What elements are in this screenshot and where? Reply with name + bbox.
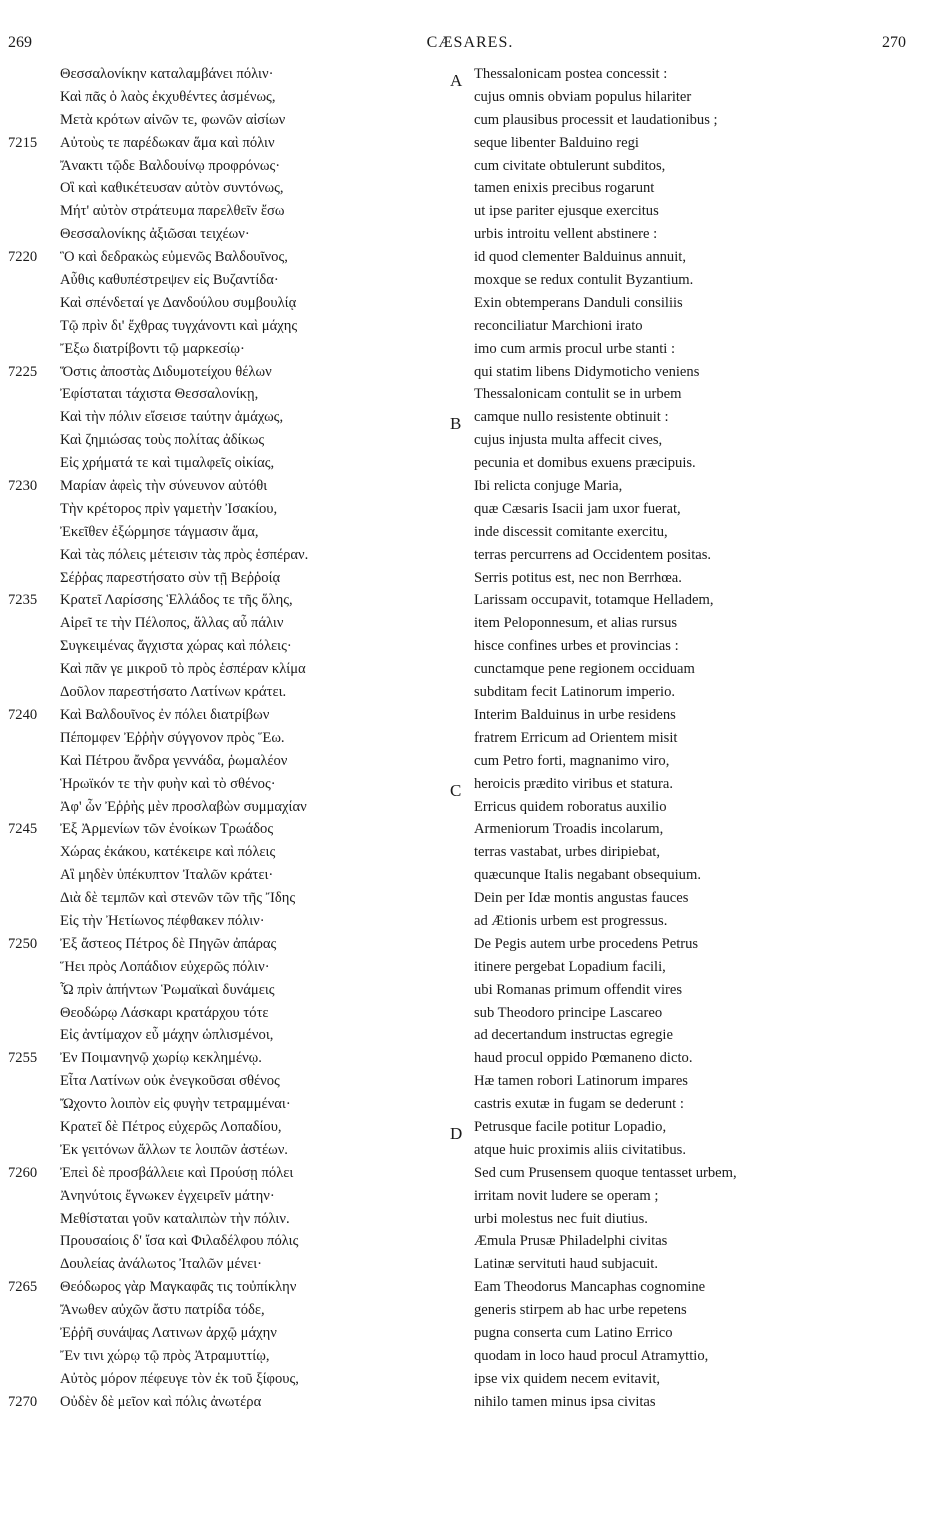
greek-line-text: Ἄνακτι τῷδε Βαλδουίνῳ προφρόνως· — [60, 157, 281, 174]
latin-line-text: ut ipse pariter ejusque exercitus — [474, 203, 659, 220]
latin-line — [468, 223, 923, 246]
greek-line-text: Ἐῤῥῆ συνάψας Λατινων ἀρχῷ μάχην — [60, 1324, 277, 1341]
latin-line-text: generis stirpem ab hac urbe repetens — [474, 1302, 687, 1319]
greek-line — [0, 750, 410, 773]
greek-line — [0, 132, 410, 155]
latin-line — [450, 406, 923, 434]
latin-line-text: tamen enixis precibus rogarunt — [474, 180, 655, 197]
latin-line — [468, 1276, 923, 1299]
latin-line-text: sub Theodoro principe Lascareo — [474, 1004, 663, 1021]
greek-line — [0, 429, 410, 452]
greek-line-text: Ἐκεῖθεν ἐξώρμησε τάγμασιν ἅμα, — [60, 523, 259, 540]
greek-line-text: Τὴν κρέτορος πρὶν γαμετὴν Ἰσακίου, — [60, 500, 278, 517]
latin-line-text: ad Ætionis urbem est progressus. — [474, 912, 668, 929]
greek-line — [0, 681, 410, 704]
latin-line-text: ubi Romanas primum offendit vires — [474, 981, 683, 998]
greek-line — [0, 406, 410, 429]
latin-line — [450, 1116, 923, 1143]
latin-line — [468, 177, 923, 200]
greek-line — [0, 475, 410, 498]
latin-line — [468, 132, 923, 155]
greek-line-text: Ἀφ' ὧν Ἐῤῥὴς μὲν προσλαβὼν συμμαχίαν — [60, 798, 307, 815]
latin-line-text: cujus injusta multa affecit cives, — [474, 432, 663, 449]
latin-line-text: atque huic proximis aliis civitatibus. — [474, 1141, 686, 1158]
greek-line — [0, 864, 410, 887]
greek-line — [0, 1024, 410, 1047]
latin-line-text: itinere pergebat Lopadium facili, — [474, 958, 666, 975]
greek-line-text: Διὰ δὲ τεμπῶν καὶ στενῶν τῶν τῆς Ἴδης — [60, 890, 296, 907]
greek-line-text: Εἶτα Λατίνων οὐκ ἐνεγκοῦσαι σθένος — [60, 1073, 280, 1090]
latin-line-text: Thessalonicam contulit se in urbem — [474, 386, 682, 403]
greek-line-text: Ὃ καὶ δεδρακὼς εὐμενῶς Βαλδουῖνος, — [60, 249, 288, 266]
greek-line-text: Μήτ' αὐτὸν στράτευμα παρελθεῖν ἔσω — [60, 203, 285, 220]
latin-text-column — [450, 63, 923, 1414]
line-number: 7235 — [8, 592, 38, 609]
line-number: 7225 — [8, 363, 38, 380]
latin-line-text: Hæ tamen robori Latinorum impares — [474, 1073, 688, 1090]
latin-line — [468, 1047, 923, 1070]
greek-line-text: Ἐν Ποιμανηνῷ χωρίῳ κεκλημένῳ. — [60, 1050, 262, 1067]
greek-line — [0, 933, 410, 956]
latin-line-text: Sed cum Prusensem quoque tentasset urbem, — [474, 1164, 737, 1181]
greek-line — [0, 1230, 410, 1253]
latin-line-text: id quod clementer Balduinus annuit, — [474, 249, 686, 266]
greek-line-text: Οὐδὲν δὲ μεῖον καὶ πόλις ἀνωτέρα — [60, 1393, 262, 1410]
greek-line — [0, 498, 410, 521]
greek-line-text: Ἥει πρὸς Λοπάδιον εὐχερῶς πόλιν· — [60, 958, 270, 975]
latin-line-text: urbi molestus nec fuit diutius. — [474, 1210, 648, 1227]
greek-line-text: Καὶ τὴν πόλιν εἴσεισε ταύτην ἀμάχως, — [60, 409, 284, 426]
greek-line-text: Ἐκ γειτόνων ἄλλων τε λοιπῶν ἀστέων. — [60, 1141, 288, 1158]
latin-line-text: Petrusque facile potitur Lopadio, — [474, 1118, 667, 1135]
greek-line — [0, 109, 410, 132]
greek-line — [0, 200, 410, 223]
greek-line — [0, 155, 410, 178]
greek-line — [0, 1276, 410, 1299]
latin-line — [468, 1185, 923, 1208]
latin-line-text: ipse vix quidem necem evitavit, — [474, 1370, 661, 1387]
latin-line-text: heroicis prædito viribus et statura. — [474, 775, 674, 792]
latin-line-text: quæcunque Italis negabant obsequium. — [474, 867, 701, 884]
latin-line — [468, 612, 923, 635]
latin-line — [468, 544, 923, 567]
latin-line — [468, 246, 923, 269]
latin-line — [468, 979, 923, 1002]
latin-line — [468, 704, 923, 727]
greek-line-text: Θεοδώρῳ Λάσκαρι κρατάρχου τότε — [60, 1004, 269, 1021]
greek-line — [0, 1253, 410, 1276]
greek-line-text: Σέῤῥας παρεστήσατο σὺν τῇ Βεῤῥοίᾳ — [60, 569, 281, 586]
greek-line — [0, 635, 410, 658]
latin-line-text: cum plausibus processit et laudationibus ; — [474, 111, 718, 128]
greek-line — [0, 727, 410, 750]
latin-line — [468, 1230, 923, 1253]
greek-line-text: Καὶ πᾶς ὁ λαὸς ἐκχυθέντες ἀσμένως, — [60, 88, 276, 105]
greek-line — [0, 1322, 410, 1345]
greek-line — [0, 567, 410, 590]
greek-line — [0, 1002, 410, 1025]
greek-line-text: Καὶ Πέτρου ἄνδρα γεννάδα, ῥωμαλέον — [60, 752, 288, 769]
latin-line-text: cujus omnis obviam populus hilariter — [474, 88, 692, 105]
greek-line-text: Οἳ καὶ καθικέτευσαν αὐτὸν συντόνως, — [60, 180, 284, 197]
latin-line — [468, 1002, 923, 1025]
latin-line — [468, 269, 923, 292]
latin-line-text: quodam in loco haud procul Atramyttio, — [474, 1347, 709, 1364]
greek-line — [0, 979, 410, 1002]
latin-line-text: inde discessit comitante exercitu, — [474, 523, 668, 540]
latin-line — [468, 818, 923, 841]
latin-line-text: cum civitate obtulerunt subditos, — [474, 157, 666, 174]
greek-line — [0, 338, 410, 361]
latin-line — [468, 567, 923, 590]
section-marker: C — [450, 780, 462, 800]
greek-line — [0, 818, 410, 841]
greek-line — [0, 86, 410, 109]
greek-line — [0, 1345, 410, 1368]
greek-line — [0, 361, 410, 384]
greek-line-text: Καὶ πᾶν γε μικροῦ τὸ πρὸς ἑσπέραν κλίμα — [60, 661, 306, 678]
greek-line — [0, 223, 410, 246]
latin-line-text: pugna conserta cum Latino Errico — [474, 1324, 673, 1341]
greek-line-text: Αἳ μηδὲν ὑπέκυπτον Ἰταλῶν κράτει· — [60, 867, 274, 884]
greek-line — [0, 1162, 410, 1185]
latin-line — [468, 361, 923, 384]
latin-line-text: Erricus quidem roboratus auxilio — [474, 798, 667, 815]
page-header — [0, 34, 940, 56]
latin-line — [468, 1093, 923, 1116]
latin-line — [468, 887, 923, 910]
latin-line-text: Eam Theodorus Mancaphas cognomine — [474, 1279, 706, 1296]
greek-line-text: Ἐφίσταται τάχιστα Θεσσαλονίκῃ, — [60, 386, 259, 403]
latin-line — [468, 635, 923, 658]
greek-line-text: Μετὰ κρότων αἰνῶν τε, φωνῶν αἰσίων — [60, 111, 286, 128]
greek-line-text: Μεθίσταται γοῦν καταλιπὼν τὴν πόλιν. — [60, 1210, 290, 1227]
latin-line-text: Æmula Prusæ Philadelphi civitas — [474, 1233, 668, 1250]
line-number: 7215 — [8, 134, 38, 151]
latin-line — [468, 727, 923, 750]
latin-line-text: cunctamque pene regionem occiduam — [474, 661, 695, 678]
line-number: 7250 — [8, 935, 38, 952]
latin-line — [468, 109, 923, 132]
latin-line — [468, 155, 923, 178]
greek-line — [0, 1070, 410, 1093]
greek-line-text: Αὐτοὺς τε παρέδωκαν ἅμα καὶ πόλιν — [60, 134, 275, 151]
latin-line-text: Exin obtemperans Danduli consiliis — [474, 294, 683, 311]
greek-line — [0, 796, 410, 819]
greek-line-text: Ἔν τινι χώρῳ τῷ πρὸς Ἀτραμυττίῳ, — [60, 1347, 270, 1364]
line-number: 7265 — [8, 1279, 38, 1296]
line-number: 7270 — [8, 1393, 38, 1410]
latin-line — [468, 1070, 923, 1093]
greek-line-text: Συγκειμένας ἄγχιστα χώρας καὶ πόλεις· — [60, 638, 292, 655]
greek-line-text: Δουλείας ἀνάλωτος Ἰταλῶν μένει· — [60, 1256, 263, 1273]
latin-line — [468, 864, 923, 887]
latin-line-text: Armeniorum Troadis incolarum, — [474, 821, 664, 838]
latin-line — [468, 315, 923, 338]
latin-line — [468, 86, 923, 109]
greek-text-column — [0, 63, 410, 1414]
latin-line-text: Larissam occupavit, totamque Helladem, — [474, 592, 714, 609]
greek-line — [0, 1299, 410, 1322]
greek-line — [0, 1116, 410, 1139]
greek-line-text: Αὖθις καθυπέστρεψεν εἰς Βυζαντίδα· — [60, 272, 279, 289]
greek-line-text: Ὅστις ἀποστὰς Διδυμοτείχου θέλων — [60, 363, 272, 380]
greek-line-text: Χώρας ἐκάκου, κατέκειρε καὶ πόλεις — [60, 844, 276, 861]
greek-line-text: Καὶ Βαλδουῖνος ἐν πόλει διατρίβων — [60, 706, 270, 723]
latin-line-text: moxque se redux contulit Byzantium. — [474, 272, 694, 289]
greek-line — [0, 1391, 410, 1414]
greek-line-text: Αἱρεῖ τε τὴν Πέλοπος, ἄλλας αὖ πάλιν — [60, 615, 284, 632]
greek-line — [0, 887, 410, 910]
latin-line-text: qui statim libens Didymoticho veniens — [474, 363, 700, 380]
latin-line — [468, 1208, 923, 1231]
greek-line-text: Προυσαίοις δ' ἴσα καὶ Φιλαδέλφου πόλις — [60, 1233, 299, 1250]
section-marker: B — [450, 414, 462, 434]
latin-line — [468, 681, 923, 704]
greek-line — [0, 773, 410, 796]
latin-line-text: Dein per Idæ montis angustas fauces — [474, 890, 689, 907]
latin-line-text: pecunia et domibus exuens præcipuis. — [474, 455, 696, 472]
greek-line-text: Πέπομφεν Ἐῤῥὴν σύγγονον πρὸς Ἕω. — [60, 729, 285, 746]
latin-line — [468, 841, 923, 864]
greek-line — [0, 1047, 410, 1070]
greek-line-text: Εἰς χρήματά τε καὶ τιμαλφεῖς οἰκίας, — [60, 455, 275, 472]
greek-line-text: Κρατεῖ δὲ Πέτρος εὐχερῶς Λοπαδίου, — [60, 1118, 282, 1135]
greek-line-text: Θεσσαλονίκην καταλαμβάνει πόλιν· — [60, 66, 274, 82]
greek-line — [0, 292, 410, 315]
greek-line-text: Θεόδωρος γὰρ Μαγκαφᾶς τις τοὐπίκλην — [60, 1279, 297, 1296]
greek-line-text: Καὶ τὰς πόλεις μέτεισιν τὰς πρὸς ἑσπέραν. — [60, 546, 309, 563]
line-number: 7255 — [8, 1050, 38, 1067]
greek-line-text: Ἐξ Ἀρμενίων τῶν ἐνοίκων Τρωάδος — [60, 821, 274, 838]
greek-line-text: Μαρίαν ἀφεὶς τὴν σύνευνον αὐτόθι — [60, 478, 268, 495]
latin-line — [468, 796, 923, 819]
section-marker: A — [450, 71, 463, 90]
greek-line — [0, 1368, 410, 1391]
page-number-right: 270 — [882, 34, 906, 51]
latin-line — [468, 750, 923, 773]
greek-line-text: Θεσσαλονίκης ἀξιῶσαι τειχέων· — [60, 226, 250, 243]
latin-line-text: irritam novit ludere se operam ; — [474, 1187, 659, 1204]
greek-line — [0, 63, 410, 86]
line-number: 7220 — [8, 249, 38, 266]
greek-line — [0, 452, 410, 475]
line-number: 7260 — [8, 1164, 38, 1181]
latin-line-text: reconciliatur Marchioni irato — [474, 317, 643, 334]
greek-line-text: Ὤχοντο λοιπὸν εἰς φυγὴν τετραμμέναι· — [60, 1096, 291, 1113]
greek-line — [0, 658, 410, 681]
latin-line-text: subditam fecit Latinorum imperio. — [474, 684, 676, 701]
greek-line-text: Ἐξ ἄστεος Πέτρος δὲ Πηγῶν ἀπάρας — [60, 935, 277, 952]
page-number-left: 269 — [8, 34, 32, 51]
latin-line-text: fratrem Erricum ad Orientem misit — [474, 729, 678, 746]
greek-line-text: Εἰς ἀντίμαχον εὖ μάχην ὡπλισμένοι, — [60, 1027, 274, 1044]
latin-line — [468, 498, 923, 521]
greek-line — [0, 521, 410, 544]
latin-line-text: terras percurrens ad Occidentem positas. — [474, 546, 712, 563]
greek-line — [0, 612, 410, 635]
latin-line-text: Thessalonicam postea concessit : — [474, 66, 668, 82]
greek-line — [0, 956, 410, 979]
latin-line-text: De Pegis autem urbe procedens Petrus — [474, 935, 699, 952]
latin-line — [468, 1162, 923, 1185]
latin-line — [468, 475, 923, 498]
line-number: 7240 — [8, 706, 38, 723]
latin-line — [468, 1391, 923, 1414]
latin-line — [468, 521, 923, 544]
greek-line-text: Εἰς τὴν Ἠετίωνος πέφθακεν πόλιν· — [60, 912, 265, 929]
latin-line — [450, 63, 923, 90]
latin-line-text: ad decertandum instructas egregie — [474, 1027, 673, 1044]
greek-line-text: Ὧ πρὶν ἀπήντων Ῥωμαϊκαὶ δυνάμεις — [60, 981, 275, 998]
latin-line-text: Ibi relicta conjuge Maria, — [474, 478, 623, 495]
latin-line — [468, 383, 923, 406]
greek-line — [0, 704, 410, 727]
latin-line — [468, 429, 923, 452]
greek-line — [0, 1208, 410, 1231]
greek-line — [0, 246, 410, 269]
greek-line — [0, 910, 410, 933]
greek-line — [0, 1093, 410, 1116]
greek-line — [0, 1139, 410, 1162]
latin-line-text: camque nullo resistente obtinuit : — [474, 409, 669, 426]
latin-line-text: cum Petro forti, magnanimo viro, — [474, 752, 670, 769]
latin-line-text: item Peloponnesum, et alias rursus — [474, 615, 678, 632]
latin-line — [468, 956, 923, 979]
greek-line-text: Ἡρωϊκόν τε τὴν φυὴν καὶ τὸ σθένος· — [60, 775, 276, 792]
latin-line — [468, 910, 923, 933]
latin-line-text: hisce confines urbes et provincias : — [474, 638, 679, 655]
latin-line — [468, 200, 923, 223]
greek-line — [0, 315, 410, 338]
greek-line-text: Ἄνωθεν αὐχῶν ἄστυ πατρίδα τόδε, — [60, 1302, 265, 1319]
greek-line — [0, 544, 410, 567]
latin-line-text: Serris potitus est, nec non Berrhœa. — [474, 569, 682, 586]
greek-line-text: Δοῦλον παρεστήσατο Λατίνων κράτει. — [60, 684, 287, 701]
greek-line-text: Αὐτὸς μόρον πέφευγε τὸν ἐκ τοῦ ξίφους, — [60, 1370, 299, 1387]
greek-line — [0, 841, 410, 864]
latin-line-text: Interim Balduinus in urbe residens — [474, 706, 676, 723]
line-number: 7230 — [8, 478, 38, 495]
latin-line — [468, 1322, 923, 1345]
latin-line-text: urbis introitu vellent abstinere : — [474, 226, 658, 243]
greek-line — [0, 177, 410, 200]
latin-line-text: terras vastabat, urbes diripiebat, — [474, 844, 660, 861]
greek-line-text: Τῷ πρὶν δι' ἔχθρας τυγχάνοντι καὶ μάχης — [60, 317, 298, 334]
latin-line-text: Latinæ servituti haud subjacuit. — [474, 1256, 659, 1273]
greek-line-text: Ἔξω διατρίβοντι τῷ μαρκεσίῳ· — [60, 340, 245, 357]
latin-line — [468, 589, 923, 612]
greek-line-text: Ἀνηνύτοις ἔγνωκεν ἐγχειρεῖν μάτην· — [60, 1187, 275, 1204]
greek-line-text: Καὶ σπένδεταί γε Δανδούλου συμβουλίᾳ — [60, 294, 297, 311]
greek-line — [0, 383, 410, 406]
latin-line — [450, 773, 923, 800]
latin-line — [468, 292, 923, 315]
running-title: CÆSARES. — [426, 34, 514, 51]
latin-line — [468, 1299, 923, 1322]
latin-line — [468, 1139, 923, 1162]
greek-line-text: Κρατεῖ Λαρίσσης Ἑλλάδος τε τῆς ὅλης, — [60, 592, 293, 609]
latin-line — [468, 1024, 923, 1047]
greek-line-text: Καὶ ζημιώσας τοὺς πολίτας ἀδίκως — [60, 432, 265, 449]
latin-line-text: quæ Cæsaris Isacii jam uxor fuerat, — [474, 500, 681, 517]
latin-line — [468, 1253, 923, 1276]
latin-line-text: imo cum armis procul urbe stanti : — [474, 340, 676, 357]
latin-line-text: haud procul oppido Pœmaneno dicto. — [474, 1050, 693, 1067]
latin-line — [468, 1345, 923, 1368]
greek-line-text: Ἐπεὶ δὲ προσβάλλειε καὶ Προύσῃ πόλει — [60, 1164, 294, 1181]
latin-line — [468, 933, 923, 956]
latin-line — [468, 338, 923, 361]
latin-line — [468, 658, 923, 681]
greek-line — [0, 1185, 410, 1208]
latin-line-text: nihilo tamen minus ipsa civitas — [474, 1393, 656, 1410]
section-marker: D — [450, 1123, 463, 1143]
greek-line — [0, 269, 410, 292]
latin-line — [468, 452, 923, 475]
latin-line-text: seque libenter Balduino regi — [474, 134, 639, 151]
latin-line — [468, 1368, 923, 1391]
line-number: 7245 — [8, 821, 38, 838]
greek-line — [0, 589, 410, 612]
latin-line-text: castris exutæ in fugam se dederunt : — [474, 1096, 684, 1113]
